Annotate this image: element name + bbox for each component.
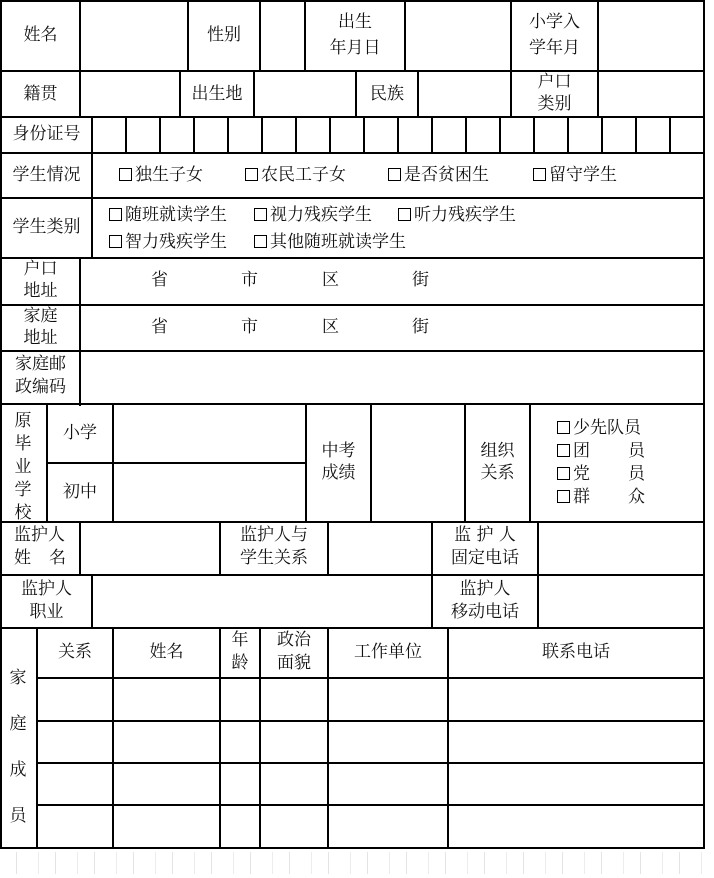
rule [0,847,705,849]
guardian-job-label-2: 职业 [29,602,64,622]
rule [703,0,705,849]
rule [0,197,705,199]
student-category-label: 学生类别 [12,217,81,237]
junior-school-field[interactable] [114,464,305,521]
guardian-phone-field[interactable] [539,523,703,574]
left-behind-option[interactable]: 留守学生 [533,164,617,187]
exam-score-label-1: 中考 [321,441,356,461]
native-place-field[interactable] [81,72,179,116]
regular-class-option[interactable]: 随班就读学生 [109,204,227,227]
rule [529,403,531,523]
ethnicity-label: 民族 [370,84,404,104]
name-label: 姓名 [23,25,58,45]
district-unit: 区 [322,317,339,337]
province-unit: 省 [151,270,168,290]
checkbox[interactable] [109,235,122,248]
party-member-option[interactable]: 党 员 [557,463,645,486]
family-work-header: 工作单位 [354,642,422,662]
guardian-phone-label-1: 监 护 人 [454,525,516,545]
birth-label-2: 年月日 [329,38,381,58]
guardian-relation-field[interactable] [329,523,431,574]
migrant-child-option[interactable]: 农民工子女 [245,164,346,187]
city-unit: 市 [241,317,258,337]
home-address-label-2: 地址 [23,328,58,348]
rule [0,257,705,259]
checkbox[interactable] [557,490,570,503]
rule [0,627,705,629]
postal-code-field[interactable] [81,352,703,403]
young-pioneer-option[interactable]: 少先队员 [557,417,645,440]
checkbox[interactable] [557,467,570,480]
guardian-name-field[interactable] [81,523,219,574]
postal-code-label-2: 政编码 [15,377,66,397]
only-child-option[interactable]: 独生子女 [119,164,203,187]
guardian-name-label-2: 姓 名 [14,548,66,568]
junior-school-label: 初中 [63,482,97,502]
birth-label-1: 出生 [338,12,372,32]
postal-code-label-1: 家庭邮 [15,354,66,374]
table-row[interactable] [38,722,703,762]
guardian-job-label-1: 监护人 [21,579,72,599]
rule [91,152,93,199]
student-status-label: 学生情况 [12,165,81,185]
checkbox[interactable] [119,168,132,181]
family-relation-header: 关系 [58,642,92,662]
guardian-phone-label-2: 固定电话 [451,548,519,568]
ethnicity-field[interactable] [419,72,510,116]
enroll-label-1: 小学入 [529,12,580,32]
gender-field[interactable] [261,2,304,70]
city-unit: 市 [241,270,258,290]
native-place-label: 籍贯 [23,84,58,104]
previous-school-label: 原毕业学校 [14,411,32,523]
id-number-label: 身份证号 [12,124,81,144]
birthplace-field[interactable] [255,72,355,116]
rule [0,304,705,306]
table-row[interactable] [38,806,703,847]
table-row[interactable] [38,764,703,804]
intellectual-disability-option[interactable]: 智力残疾学生 [109,231,227,254]
visual-disability-option[interactable]: 视力残疾学生 [254,204,372,227]
checkbox[interactable] [109,208,122,221]
province-unit: 省 [151,317,168,337]
street-unit: 街 [412,270,429,290]
hearing-disability-option[interactable]: 听力残疾学生 [398,204,516,227]
guardian-name-label-1: 监护人 [14,525,65,545]
exam-score-label-2: 成绩 [321,463,356,483]
checkbox[interactable] [398,208,411,221]
checkbox[interactable] [533,168,546,181]
hukou-type-label-1: 户口 [537,72,572,92]
hukou-type-label-2: 类别 [537,94,572,114]
other-regular-class-option[interactable]: 其他随班就读学生 [254,231,406,254]
family-age-header-2: 龄 [231,653,249,673]
family-members-label: 家庭成员 [9,668,27,826]
district-unit: 区 [322,270,339,290]
birthdate-field[interactable] [406,2,510,70]
guardian-mobile-label-2: 移动电话 [451,602,519,622]
checkbox[interactable] [557,444,570,457]
org-label-2: 关系 [480,463,515,483]
family-political-header-2: 面貌 [277,653,311,673]
page-bottom-margin [0,852,714,874]
rule [46,403,48,523]
enroll-date-field[interactable] [599,2,703,70]
primary-school-field[interactable] [114,405,305,462]
guardian-mobile-field[interactable] [539,576,703,627]
league-member-option[interactable]: 团 员 [557,440,645,463]
checkbox[interactable] [254,235,267,248]
family-political-header-1: 政治 [277,630,311,650]
org-label-1: 组织 [480,441,515,461]
poverty-option[interactable]: 是否贫困生 [388,164,489,187]
birthplace-label: 出生地 [191,84,243,104]
name-field[interactable] [81,2,187,70]
enroll-label-2: 学年月 [529,38,580,58]
hukou-type-field[interactable] [599,72,703,116]
checkbox[interactable] [245,168,258,181]
home-address-label-1: 家庭 [23,306,58,326]
primary-school-label: 小学 [63,423,97,443]
rule [0,403,705,405]
family-age-header-1: 年 [231,630,249,650]
hukou-address-label-2: 地址 [23,281,58,301]
checkbox[interactable] [254,208,267,221]
hukou-address-label-1: 户口 [23,259,58,279]
exam-score-field[interactable] [372,405,464,521]
table-row[interactable] [38,679,703,720]
guardian-job-field[interactable] [93,576,431,627]
id-number-field[interactable] [93,118,703,152]
guardian-relation-label-2: 学生关系 [240,548,308,568]
checkbox[interactable] [557,421,570,434]
rule [91,197,93,259]
checkbox[interactable] [388,168,401,181]
rule [0,152,705,154]
family-phone-header: 联系电话 [542,642,610,662]
guardian-mobile-label-1: 监护人 [459,579,511,599]
gender-label: 性别 [207,25,241,45]
guardian-relation-label-1: 监护人与 [240,525,308,545]
masses-option[interactable]: 群 众 [557,486,645,509]
street-unit: 街 [412,317,429,337]
family-name-header: 姓名 [149,642,184,662]
